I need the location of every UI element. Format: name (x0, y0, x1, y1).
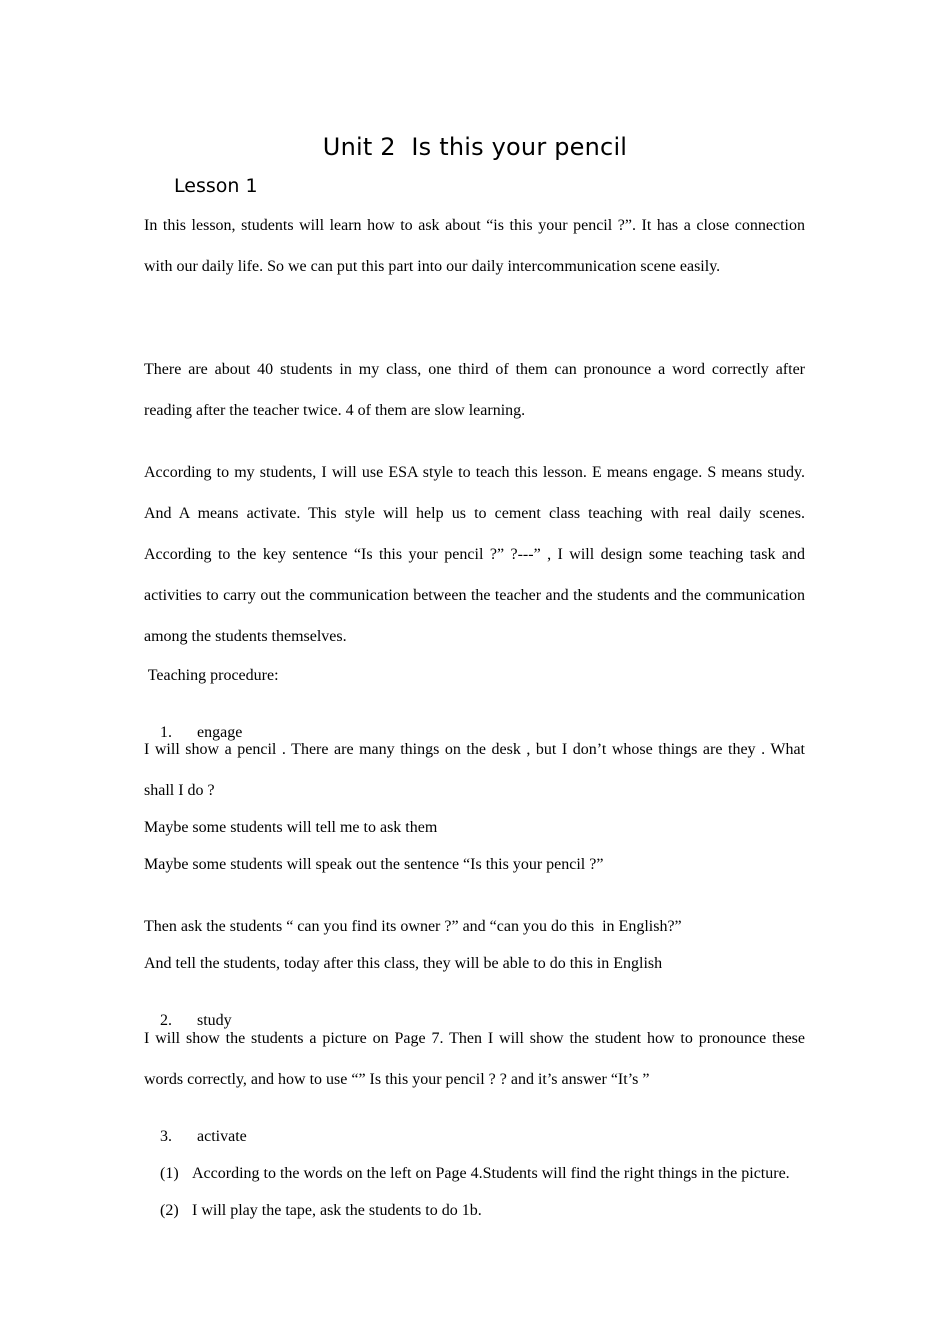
page-title: Unit 2 Is this your pencil (322, 133, 628, 161)
step-number: 3. (160, 1128, 172, 1145)
step-label: activate (197, 1128, 247, 1145)
step-label: study (197, 1012, 232, 1029)
step-number: 2. (160, 1012, 172, 1029)
procedure-heading: Teaching procedure: (144, 667, 279, 684)
activate-item (144, 1181, 805, 1241)
engage-line: Maybe some students will tell me to ask them (144, 819, 438, 836)
intro-paragraph: In this lesson, students will learn how to ask about “is this your pencil ?”. It has a close connection with our daily life. So we can put this part into our daily intercommunication scene easily. (144, 217, 805, 275)
engage-paragraph: I will show a pencil . There are many things on the desk , but I don’t whose things are they . What shall I do ? (144, 741, 805, 799)
step-number: 1. (160, 724, 172, 741)
engage-line: Maybe some students will speak out the sentence “Is this your pencil ?” (144, 856, 604, 873)
students-paragraph: There are about 40 students in my class, one third of them can pronounce a word correctly after reading after the teacher twice. 4 of them are slow learning. (144, 361, 805, 419)
item-number: (1) (160, 1165, 179, 1182)
lesson-heading: Lesson 1 (174, 175, 258, 197)
item-number: (2) (160, 1202, 179, 1219)
engage-line: And tell the students, today after this class, they will be able to do this in English (144, 955, 663, 972)
step-label: engage (197, 724, 243, 741)
item-text: According to the words on the left on Page 4.Students will find the right things in the picture. (192, 1165, 790, 1182)
item-text: I will play the tape, ask the students to do 1b. (192, 1202, 482, 1219)
engage-line: Then ask the students “ can you find its owner ?” and “can you do this in English?” (144, 918, 682, 935)
method-paragraph: According to my students, I will use ESA style to teach this lesson. E means engage. S means study. And A means activate. This style will help us to cement class teaching with real daily scenes. According to the key sentence “Is this your pencil ?” ?---” , I will design some teaching task and activities to carry out the communication between the teacher and the students and the communication among the students themselves. (144, 464, 805, 645)
study-paragraph: I will show the students a picture on Page 7. Then I will show the student how to pronounce these words correctly, and how to use “” Is this your pencil ? ? and it’s answer “It’s ” (144, 1030, 805, 1088)
